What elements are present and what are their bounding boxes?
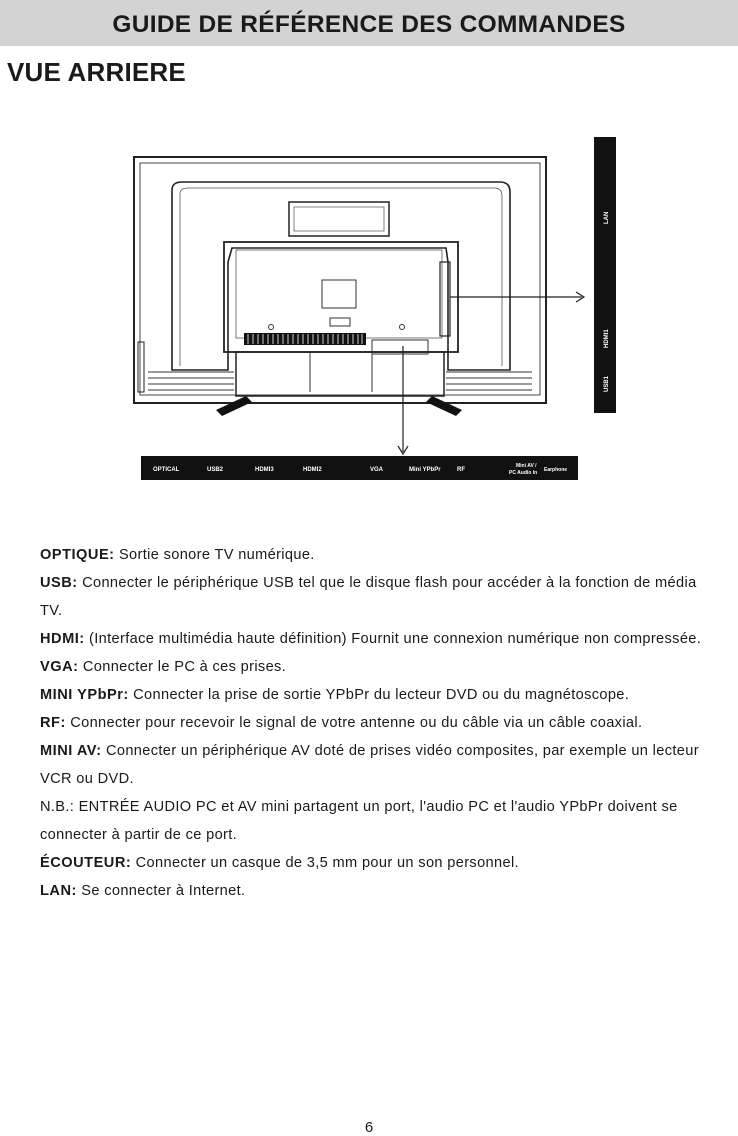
port-label-usb2: USB2	[207, 467, 224, 473]
text-note: N.B.: ENTRÉE AUDIO PC et AV mini partagent un port, l'audio PC et l'audio YPbPr doivent se connecter à partir de ce port.	[40, 799, 678, 843]
term-optique: OPTIQUE:	[40, 547, 115, 563]
term-hdmi: HDMI:	[40, 631, 85, 647]
tv-rear-illustration	[0, 130, 738, 490]
description-vga	[40, 653, 720, 681]
section-title: VUE ARRIERE	[7, 57, 186, 87]
port-label-rf: RF	[457, 467, 465, 473]
text-mini-av: Connecter un périphérique AV doté de prises vidéo composites, par exemple un lecteur VCR ou DVD.	[40, 743, 699, 787]
port-label-hdmi3: HDMI3	[255, 467, 274, 473]
port-label-usb1: USB1	[604, 375, 610, 392]
port-label-mini-ypbpr: Mini YPbPr	[409, 467, 441, 473]
description-earphone	[40, 849, 720, 877]
text-rf: Connecter pour recevoir le signal de votre antenne ou du câble via un câble coaxial.	[65, 715, 643, 731]
description-lan	[40, 877, 720, 905]
term-vga: VGA:	[40, 659, 79, 675]
text-vga: Connecter le PC à ces prises.	[78, 659, 287, 675]
port-label-vga: VGA	[370, 467, 384, 473]
description-hdmi	[40, 625, 720, 653]
text-optique: Sortie sonore TV numérique.	[114, 547, 315, 563]
page-number: 6	[364, 1119, 374, 1136]
text-ecouteur: Connecter un casque de 3,5 mm pour un son personnel.	[131, 855, 519, 871]
description-usb	[40, 569, 720, 625]
description-note	[40, 793, 720, 849]
term-lan: LAN:	[40, 883, 77, 899]
text-lan: Se connecter à Internet.	[76, 883, 246, 899]
port-label-hdmi2: HDMI2	[303, 467, 322, 473]
port-descriptions	[40, 541, 720, 905]
description-mini-av	[40, 737, 720, 793]
text-hdmi: (Interface multimédia haute définition) Fournit une connexion numérique non compressée.	[84, 631, 702, 647]
text-mini-ypbpr: Connecter la prise de sortie YPbPr du lecteur DVD ou du magnétoscope.	[128, 687, 630, 703]
term-ecouteur: ÉCOUTEUR:	[40, 855, 132, 871]
text-usb: Connecter le périphérique USB tel que le disque flash pour accéder à la fonction de média TV.	[40, 575, 697, 619]
description-rf	[40, 709, 720, 737]
page-title: GUIDE DE RÉFÉRENCE DES COMMANDES	[0, 0, 738, 46]
port-label-earphone: Earphone	[544, 467, 568, 473]
port-label-mini-av: Mini AV /	[516, 463, 537, 469]
side-ports-strip	[594, 137, 616, 413]
port-label-hdmi1: HDMI1	[604, 329, 610, 348]
term-rf: RF:	[40, 715, 66, 731]
port-label-pc-audio-in: PC Audio In	[509, 470, 538, 476]
description-mini-ypbpr	[40, 681, 720, 709]
port-label-optical: OPTICAL	[153, 467, 180, 473]
term-mini-ypbpr: MINI YPbPr:	[40, 687, 129, 703]
tv-rear-diagram	[0, 130, 738, 490]
port-label-lan: LAN	[604, 211, 610, 224]
description-optical	[40, 541, 720, 569]
term-usb: USB:	[40, 575, 78, 591]
term-mini-av: MINI AV:	[40, 743, 102, 759]
